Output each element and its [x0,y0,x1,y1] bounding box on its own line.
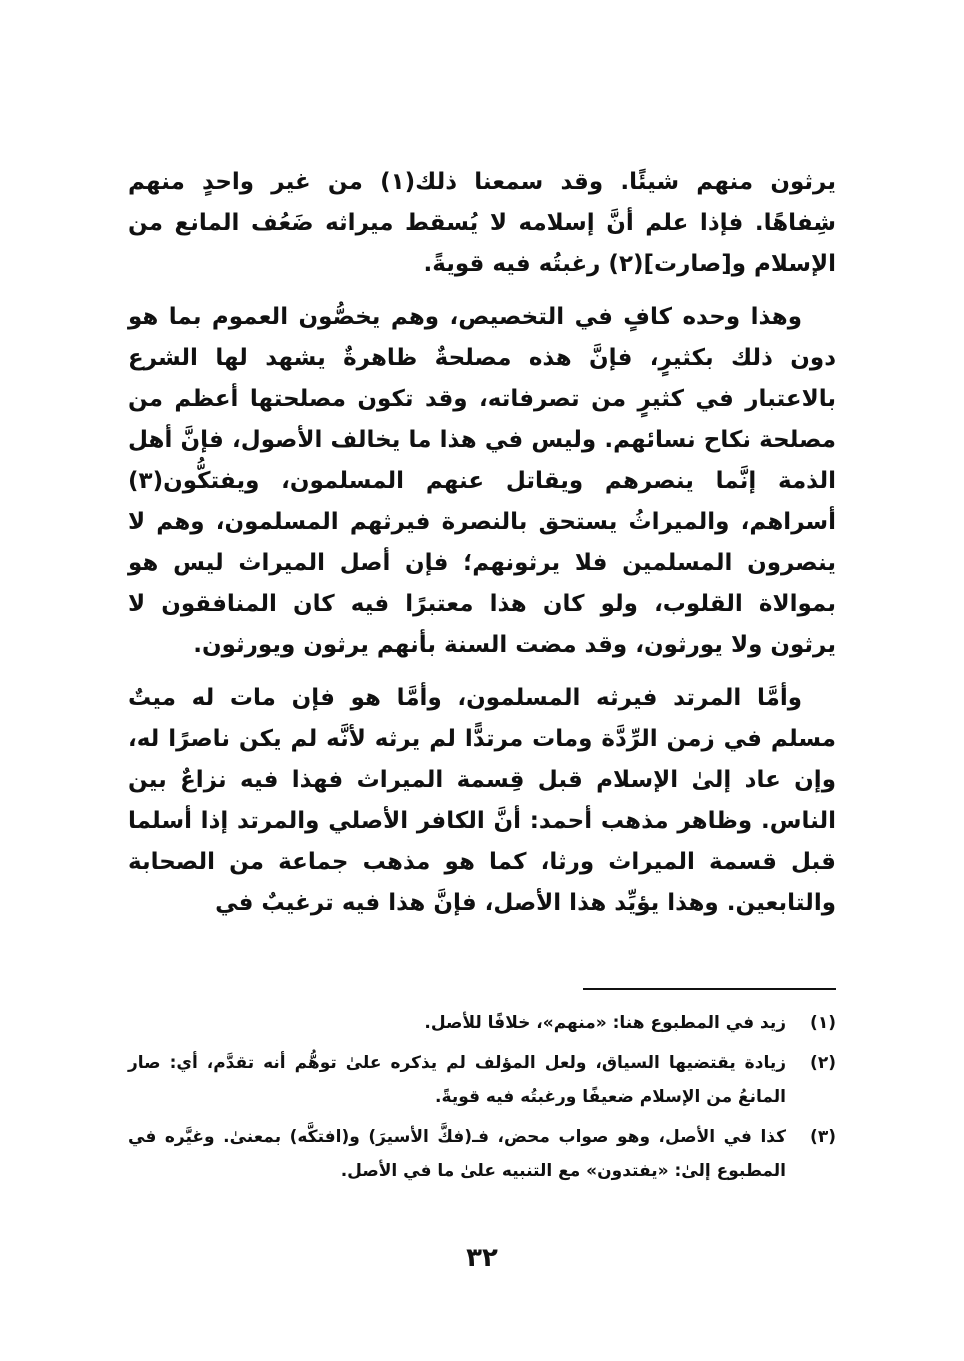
footnote-number: (٣) [810,1127,836,1147]
footnote-text: زيد في المطبوع هنا: «منهم»، خلافًا للأصل. [424,1013,786,1033]
main-text [128,162,836,936]
paragraph-2: وهذا وحده كافٍ في التخصيص، وهم يخصُّون العموم بما هو دون ذلك بكثيرٍ، فإنَّ هذه مصلحةٌ ظاهرةٌ يشهد لها الشرع بالاعتبار في كثيرٍ من تصرفاته، وقد تكون مصلحتها أعظم من مصلحة نكاح نسائهم. وليس في هذا ما يخالف الأصول، فإنَّ أهل الذمة إنَّما ينصرهم ويقاتل عنهم المسلمون، ويفتكُّون(٣) أسراهم، والميراثُ يستحق بالنصرة فيرثهم المسلمون، وهم لا ينصرون المسلمين فلا يرثونهم؛ فإن أصل الميراث ليس هو بموالاة القلوب، ولو كان هذا معتبرًا فيه كان المنافقون لا يرثون ولا يورثون، وقد مضت السنة بأنهم يرثون ويورثون. [128,304,836,658]
footnotes [128,1006,836,1194]
footnote-3 [128,1120,836,1188]
footnote-1 [128,1006,836,1040]
footnote-text: زيادة يقتضيها السياق، ولعل المؤلف لم يذكره علىٰ توهُّم أنه تقدَّم، أي: صار المانعُ من الإسلام ضعيفًا ورغبتُه فيه قويةً. [128,1053,786,1107]
footnote-number: (١) [810,1013,836,1033]
footnote-separator [583,988,836,990]
paragraph-1: يرثون منهم شيئًا. وقد سمعنا ذلك(١) من غير واحدٍ منهم شِفاهًا. فإذا علم أنَّ إسلامه لا يُسقط ميراثه ضَعُف المانع من الإسلام و[صارت](٢) رغبتُه فيه قويةً. [128,169,836,277]
paragraph-3: وأمَّا المرتد فيرثه المسلمون، وأمَّا هو فإن مات له ميتٌ مسلم في زمن الرِّدَّة ومات مرتدًّا لم يرثه لأنَّه لم يكن ناصرًا له، وإن عاد إلىٰ الإسلام قبل قِسمة الميراث فهذا فيه نزاعٌ بين الناس. وظاهر مذهب أحمد: أنَّ الكافر الأصلي والمرتد إذا أسلما قبل قسمة الميراث ورثا، كما هو مذهب جماعة من الصحابة والتابعين. وهذا يؤيِّد هذا الأصل، فإنَّ هذا فيه ترغيبٌ في [128,685,836,916]
footnote-text: كذا في الأصل، وهو صواب محض، فـ(فكَّ الأسيرَ) و(افتكَّه) بمعنىٰ. وغيَّره في المطبوع إلىٰ: «يفتدون» مع التنبيه علىٰ ما في الأصل. [128,1127,786,1181]
footnote-2 [128,1046,836,1114]
footnote-number: (٢) [810,1053,836,1073]
page-number: ٣٢ [466,1243,498,1273]
